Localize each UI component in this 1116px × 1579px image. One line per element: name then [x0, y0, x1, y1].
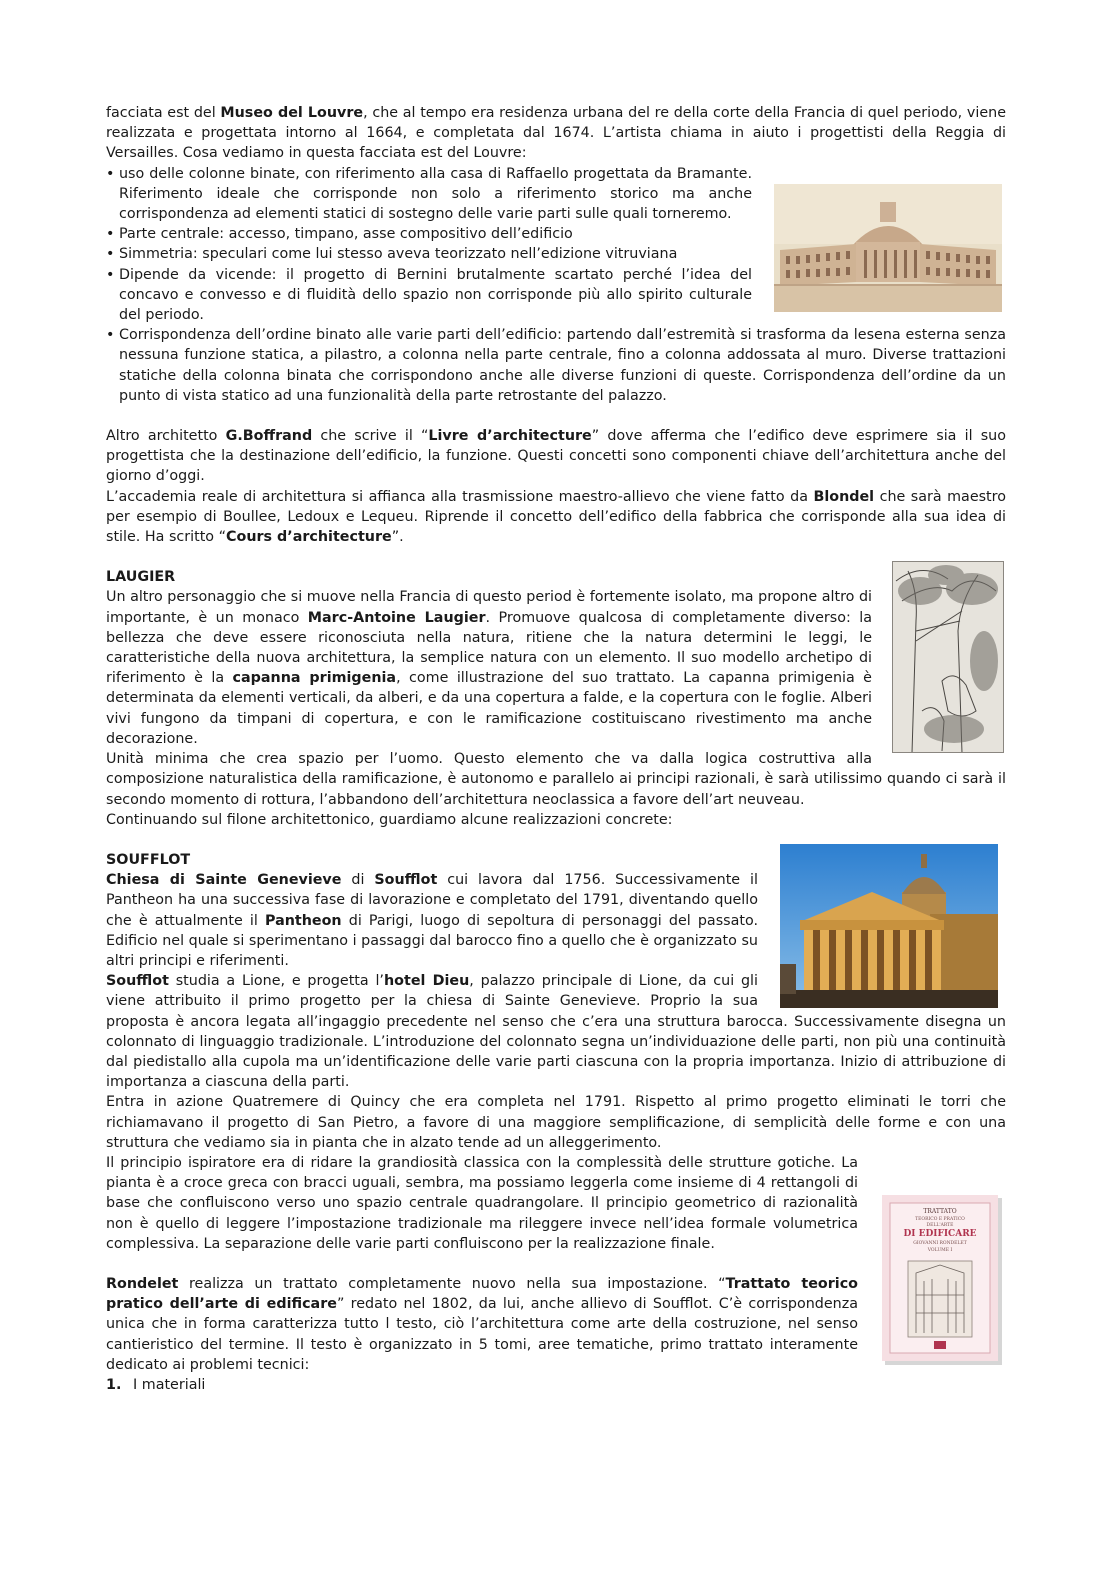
laugier-paragraph-1 — [106, 587, 1006, 749]
bold-text: Livre d’architecture — [428, 428, 592, 445]
text-span: . Promuove qualcosa di completamente diverso: la bellezza che deve essere riconosciuta nella natura, ritiene che la natura determini le leggi, le caratteristiche della nuova architettura, la semplice natura con un elemento. Il suo modello archetipo di riferimento è la — [106, 609, 873, 687]
list-item: • Dipende da vicende: il progetto di Bernini brutalmente scartato perché l’idea del concavo e convesso e di fluidità dello spazio non corrisponde più allo spirito culturale del periodo. — [106, 265, 1006, 326]
bold-text: hotel Dieu — [383, 973, 470, 990]
bold-text: Pantheon — [264, 912, 342, 929]
laugier-paragraph-2: Unità minima che crea spazio per l’uomo. Questo elemento che va dalla logica costruttiva alla composizione naturalistica della ramificazione, è autonomo e parallelo ai principi razionali, è sarà utilissimo quando ci sarà il secondo momento di rottura, l’abbandono dell’architettura neoclassica a favore dell’art neuveau. — [106, 751, 1006, 808]
bold-text: capanna primigenia — [232, 670, 397, 687]
bold-text: Soufflot — [106, 973, 169, 990]
text-span: Un altro personaggio che si muove nella Francia di questo period è fortemente isolato, ma propone altro di importante, è un monaco — [106, 589, 872, 626]
book-cover-figure — [882, 1195, 1002, 1365]
document-page — [106, 103, 1006, 1395]
bold-text: Cours d’architecture — [226, 529, 392, 546]
text-span: ”. — [391, 529, 404, 546]
pantheon-figure — [780, 844, 998, 1008]
book-cover-line6: VOLUME I — [927, 1247, 953, 1253]
laugier-figure — [892, 561, 1004, 753]
rondelet-numbered-list — [106, 1375, 1006, 1395]
text-span: cui lavora dal 1756. Successivamente il Pantheon ha una successiva fase di lavorazione e completato del 1791, diventando quello che è attualmente il — [106, 872, 758, 929]
text-span: , che al tempo era residenza urbana del re della corte della Francia di quel periodo, viene realizzata e progettata intorno al 1664, e completata dal 1674. L’artista chiama in aiuto i progettisti della Reggia di Versailles. Cosa vediamo in questa facciata est del Louvre: — [106, 105, 1006, 162]
rondelet-book-cover-image — [882, 1195, 1002, 1365]
text-span: di Parigi, luogo di sepoltura di personaggi del passato. Edificio nel quale si sperimentano i passaggi dal barocco fino a quello che è organizzato su altri principi e riferimenti. — [106, 912, 758, 969]
text-span: Altro architetto — [106, 428, 226, 445]
capanna-primigenia-image — [892, 561, 1004, 753]
book-cover-line2: TEORICO E PRATICO — [915, 1216, 965, 1222]
list-item — [106, 1375, 1006, 1395]
laugier-paragraph-3: Continuando sul filone architettonico, guardiamo alcune realizzazioni concrete: — [106, 811, 673, 828]
list-item: • uso delle colonne binate, con riferimento alla casa di Raffaello progettata da Bramante. Riferimento ideale che corrisponde non solo a riferimento storico ma anche corrispondenza ad elementi statici di sostegno delle varie parti sulle quali torneremo. — [106, 164, 1006, 225]
soufflot-heading: SOUFFLOT — [106, 851, 191, 868]
bold-text: Marc-Antoine Laugier — [307, 609, 486, 626]
book-cover-line3: DELL'ARTE — [926, 1222, 954, 1228]
bold-text: Soufflot — [374, 872, 438, 889]
bold-text: Blondel — [813, 488, 875, 505]
text-span: realizza un trattato completamente nuovo nella sua impostazione. “ — [178, 1275, 726, 1292]
book-cover-line5: GIOVANNI RONDELET — [913, 1240, 967, 1246]
laugier-heading: LAUGIER — [106, 569, 176, 586]
blondel-paragraph — [106, 487, 1006, 548]
rondelet-paragraph — [106, 1274, 1006, 1375]
louvre-bullet-list — [106, 164, 1006, 406]
louvre-intro-paragraph — [106, 103, 1006, 164]
text-span: studia a Lione, e progetta l’ — [168, 973, 384, 990]
list-item-number: 1. — [106, 1376, 122, 1393]
text-span: , palazzo principale di Lione, da cui gli viene attribuito il primo progetto per la chiesa di Sainte Genevieve. Proprio la sua proposta è ancora legata all’ingaggio precedente nel senso che c’era una struttura barocca. Successivamente disegna un colonnato di linguaggio tradizionale. L’introduzione del colonnato segna un’individuazione delle parti, non più una continuità dal piedistallo alla cupola ma un’identificazione delle varie parti ciascuna con la propria importanza. Inizio di attribuzione di importanza a ciascuna della parti. — [106, 973, 1006, 1091]
soufflot-paragraph-4: Il principio ispiratore era di ridare la grandiosità classica con la complessità delle strutture gotiche. La pianta è a croce greca con bracci uguali, sembra, ma possiamo leggerla come insieme di 4 rettangoli di base che confluiscono verso uno spazio centrale quadrangolare. Il principio geometrico di razionalità non è quello di leggere l’impostazione tradizionale ma rileggere invece nell’idea formale volumetrica complessiva. La separazione delle varie parti confluiscono per la realizzazione finale. — [106, 1154, 858, 1252]
text-span: ” dove afferma che l’edifico deve esprimere sia il suo progettista che la destinazione dell’edificio, la funzione. Questi concetti sono componenti chiave dell’architettura anche del giorno d’oggi. — [106, 428, 1006, 485]
book-cover-line1: TRATTATO — [923, 1207, 957, 1215]
list-item: • Corrispondenza dell’ordine binato alle varie parti dell’edificio: partendo dall’estremità si trasforma da lesena esterna senza nessuna funzione statica, a pilastro, a colonna nella parte centrale, fino a colonna addossata al muro. Diverse trattazioni statiche della colonna binata che corrispondono anche alle diverse funzioni di queste. Corrispondenza dell’ordine da un punto di vista statico ad una funzionalità della parte retrostante del palazzo. — [106, 325, 1006, 406]
text-span: di — [341, 872, 375, 889]
bold-text: G.Boffrand — [225, 428, 313, 445]
text-span: facciata est del — [106, 105, 221, 121]
book-cover-line4: DI EDIFICARE — [903, 1228, 977, 1239]
list-item: • Parte centrale: accesso, timpano, asse compositivo dell’edificio — [106, 224, 1006, 244]
soufflot-paragraph-3: Entra in azione Quatremere di Quincy che era completa nel 1791. Rispetto al primo progetto eliminati le torri che richiamavano il progetto di San Pietro, a favore di una maggiore semplificazione, di semplicità delle forme e con una struttura che vediamo sia in pianta che in alzato tende ad un alleggerimento. — [106, 1094, 1006, 1151]
text-span: , come illustrazione del suo trattato. La capanna primigenia è determinata da elementi verticali, da alberi, e da una copertura a falde, e la copertura con le foglie. Alberi vivi fungono da timpani di copertura, e con le ramificazione costituiscano rivestimento ma anche decorazione. — [106, 670, 872, 747]
boffrand-paragraph — [106, 426, 1006, 487]
pantheon-photo-image — [780, 844, 998, 1008]
list-item: • Simmetria: speculari come lui stesso aveva teorizzato nell’edizione vitruviana — [106, 244, 1006, 264]
bold-text: Trattato teorico pratico dell’arte di edificare — [106, 1275, 858, 1313]
bold-text: Museo del Louvre — [220, 105, 364, 121]
text-span: che scrive il “ — [312, 428, 429, 445]
text-span: che sarà maestro per esempio di Boullee, Ledoux e Lequeu. Riprende il concetto dell’edifico della fabbrica che corrisponde alla sua idea di stile. Ha scritto “ — [106, 488, 1006, 546]
text-span: ” redato nel 1802, da lui, anche allievo di Soufflot. C’è corrispondenza unica che in forma caratterizza tutto l testo, ciò l’architettura come arte della costruzione, nel senso cantieristico del termine. Il testo è organizzato in 5 tomi, aree tematiche, primo trattato interamente dedicato ai problemi tecnici: — [106, 1296, 858, 1373]
list-item-text: I materiali — [133, 1376, 206, 1393]
bold-text: Rondelet — [106, 1275, 179, 1292]
text-span: L’accademia reale di architettura si affianca alla trasmissione maestro-allievo che viene fatto da — [106, 488, 814, 505]
bold-text: Chiesa di Sainte Genevieve — [106, 872, 342, 889]
